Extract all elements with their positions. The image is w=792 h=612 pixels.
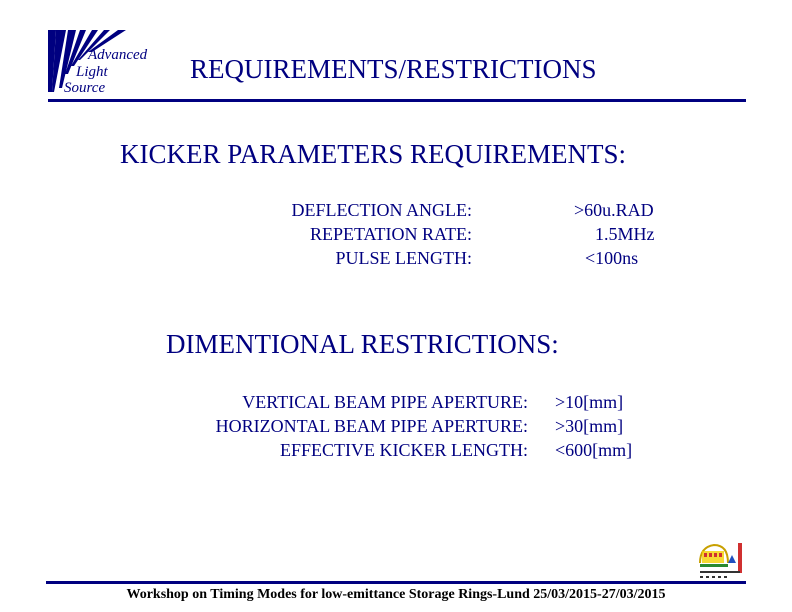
lund-logo-icon	[696, 537, 748, 586]
pulse-length-value: <100ns	[585, 248, 639, 268]
deflection-angle-label: DEFLECTION ANGLE:	[291, 200, 472, 220]
horizontal-aperture-value: >30[mm]	[555, 416, 624, 436]
footer-text: Workshop on Timing Modes for low-emittance Storage Rings-Lund 25/03/2015-27/03/2015	[126, 587, 666, 602]
horizontal-aperture-label: HORIZONTAL BEAM PIPE APERTURE:	[215, 416, 528, 436]
repetition-rate-label: REPETATION RATE:	[309, 224, 472, 244]
page-title: REQUIREMENTS/RESTRICTIONS	[190, 54, 597, 84]
footer-divider	[46, 581, 746, 584]
vertical-aperture-label: VERTICAL BEAM PIPE APERTURE:	[242, 392, 528, 412]
dimensional-restrictions-heading: DIMENTIONAL RESTRICTIONS:	[166, 329, 559, 359]
logo-text-source: Source	[64, 80, 106, 96]
logo-text-light: Light	[76, 64, 108, 80]
deflection-angle-value: >60u.RAD	[574, 200, 654, 220]
kicker-parameters-heading: KICKER PARAMETERS REQUIREMENTS:	[120, 139, 627, 169]
title-divider	[48, 99, 746, 102]
vertical-aperture-value: >10[mm]	[555, 392, 624, 412]
repetition-rate-value: 1.5MHz	[595, 224, 655, 244]
pulse-length-label: PULSE LENGTH:	[335, 248, 472, 268]
logo-text-advanced: Advanced	[88, 47, 148, 63]
kicker-length-value: <600[mm]	[555, 440, 633, 460]
kicker-length-label: EFFECTIVE KICKER LENGTH:	[280, 440, 528, 460]
